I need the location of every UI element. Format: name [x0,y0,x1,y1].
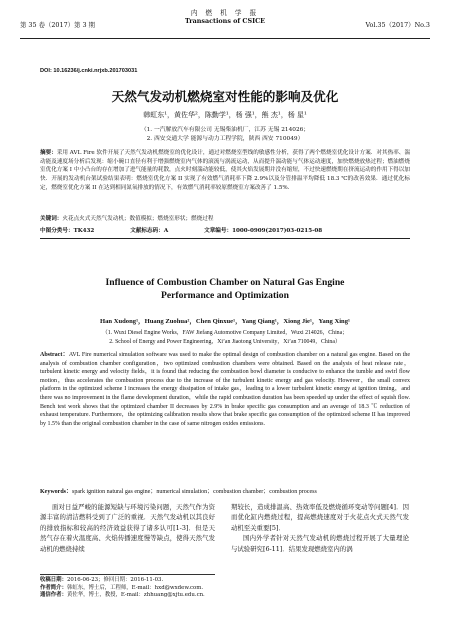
class-number: 中图分类号：TK432 [40,228,95,234]
doc-code: 文献标志码：A [130,228,169,234]
en-abstract [40,351,410,428]
en-title-line-2: Performance and Optimization [161,290,289,301]
en-keywords-label: Keywords： [40,489,72,495]
article-number: 文章编号：1000-0909(2017)03-0215-08 [204,228,323,234]
footnote-rule [40,574,215,575]
en-abstract-label: Abstract： [40,352,69,358]
cn-abstract-text: 采用 AVL Fire 软件开展了天然气发动机燃烧室的优化设计，通过对燃烧室型线的敏感性分析，获得了两个燃烧室优化设计方案．对其热率、湍动能及速度场分析后发现：缩小碗口直径有利于增强燃烧室内气体的滚流与涡流运动，从而提升湍动能与气体运动速度，加快燃烧放热过程；燃油燃烧室优化方案 I 中小凸台的存在增加了进气能量的耗散，点火时刻湍动能较低，使其火焰发展期并没有缩短，不过快速燃烧期在挤流运动的作用下得以加快．开展的发动机台架试验结果表明：燃烧室优化方案 II 实现了有效燃气消耗率下降 2.9%以及分管排温平均降低 18.3 ℃的改善效果．通过优化标定，燃烧室优化方案 II 在达到相同氮氧排放的情况下，有效燃气消耗率较原燃烧室方案改善了 1.5%. [40,150,410,191]
body-paragraph: 面对日益严峻的能源短缺与环境污染问题，天然气作为资源丰富的清洁燃料受到了广泛的重视．天然气发动机以其良好的排放指标和较高的经济效益获得了诸多认可[1-3]．但是天然气存在着火温度高、火焰传播速度慢等缺点，使得天然气发动机的燃烧持续 [40,503,215,553]
body-paragraph: 国内外学者针对天然气发动机的燃烧过程开展了大量理论与试验研究[6-11]．结果发现燃烧室内的涡 [231,534,409,553]
cn-title: 天然气发动机燃烧室对性能的影响及优化 [111,89,339,104]
body-column-left [40,502,215,554]
cn-affiliation-2: 2. 西安交通大学 能源与动力工程学院，陕西 西安 710049） [146,136,304,142]
running-header [20,10,430,36]
en-keywords-text: spark ignition natural gas engine；numerical simulation；combustion chamber；combustion process [72,489,317,495]
cn-abstract [40,149,410,193]
en-authors: Han Xudong¹，Huang Zuohua²，Chen Qinxue¹，Yang Qiang¹，Xiong Jie¹，Yang Xing¹ [99,318,351,325]
cn-authors: 韩虹东¹，黄佐华²，陈勤学¹，杨 强¹，熊 杰¹，杨 星¹ [143,111,307,119]
en-abstract-text: AVL Fire numerical simulation software was used to make the optimal design of combustion chamber on a natural gas engine. Based on the analysis of combustion chamber configuration，two optimized combustion chambers were obtained. Based on the analysis of heat release rate，turbulent kinetic energy and velocity fields，it is found that reducing the combustion bowl diameter is conducive to enhance the tumble and swirl flow motion，thus accelerates the combustion process due to the increase of the turbulent kinetic energy and gas velocity. However，the small convex platform in the optimized scheme I increases the energy dissipation of intake gas，leading to a lower turbulent kinetic energy at ignition timing，and there was no improvement in the flame development duration，while the rapid combustion duration has been speeded up under the effect of squish flow. Bench test work shows that the optimized chamber II decreases by 2.9% in brake specific gas consumption and an average of 18.3 ℃ reduction of exhaust temperature. Furthermore，the optimizing calibration results show that brake specific gas consumption of the optimized scheme II has improved by 1.5% than the original combustion chamber in the case of same nitrogen oxides emissions. [40,352,410,427]
body-column-right [231,502,409,554]
cn-keywords-label: 关键词： [40,216,63,222]
header-volume: 第 35 卷（2017）第 3 期 [20,21,95,29]
en-title-line-1: Influence of Combustion Chamber on Natural Gas Engine [105,277,345,288]
body-paragraph: 期较长，造成排温高、热效率低及燃烧循环变动等问题[4]．因而优化缸内燃烧过程，提高燃烧速度对于火花点火式天然气发动机至关重要[5]． [231,503,409,532]
cn-classification [40,226,410,234]
en-affiliation-2: 2. School of Energy and Power Engineering，Xi’an Jiaotong University，Xi’an 710049，China） [109,339,341,345]
footnote-received: 收稿日期：2016-06-23；修回日期：2016-11-03. [40,577,164,583]
cn-keywords [40,214,410,222]
en-title [0,276,450,302]
section-divider [40,238,410,239]
header-volume-en: Vol.35（2017）No.3 [365,21,430,29]
header-journal-en: Transactions of CSICE [184,16,266,25]
header-journal-cn: 内 燃 机 学 报 [190,9,260,17]
footnote-author: 作者简介：韩虹东，博士后，工程师，E-mail：hxd@wxdew.com. [40,584,204,591]
footnote [40,577,215,600]
cn-abstract-label: 摘要： [40,150,57,156]
footnote-contact: 通信作者：黄佐华，博士，教授，E-mail：zhhuang@xjtu.edu.cn. [40,592,205,599]
en-affiliation-1: （1. Wuxi Diesel Engine Works，FAW Jiefang Automotive Company Limited，Wuxi 214026，China； [102,330,348,336]
cn-keywords-text: 火花点火式天然气发动机；数值模拟；燃烧室形状；燃烧过程 [62,216,214,222]
doi: DOI: 10.16236/j.cnki.nrjxb.201703031 [40,68,138,74]
header-rule [20,38,430,39]
cn-affiliation-1: （1. 一汽解放汽车有限公司 无锡柴油机厂，江苏 无锡 214026； [140,127,310,133]
en-keywords [40,488,410,497]
